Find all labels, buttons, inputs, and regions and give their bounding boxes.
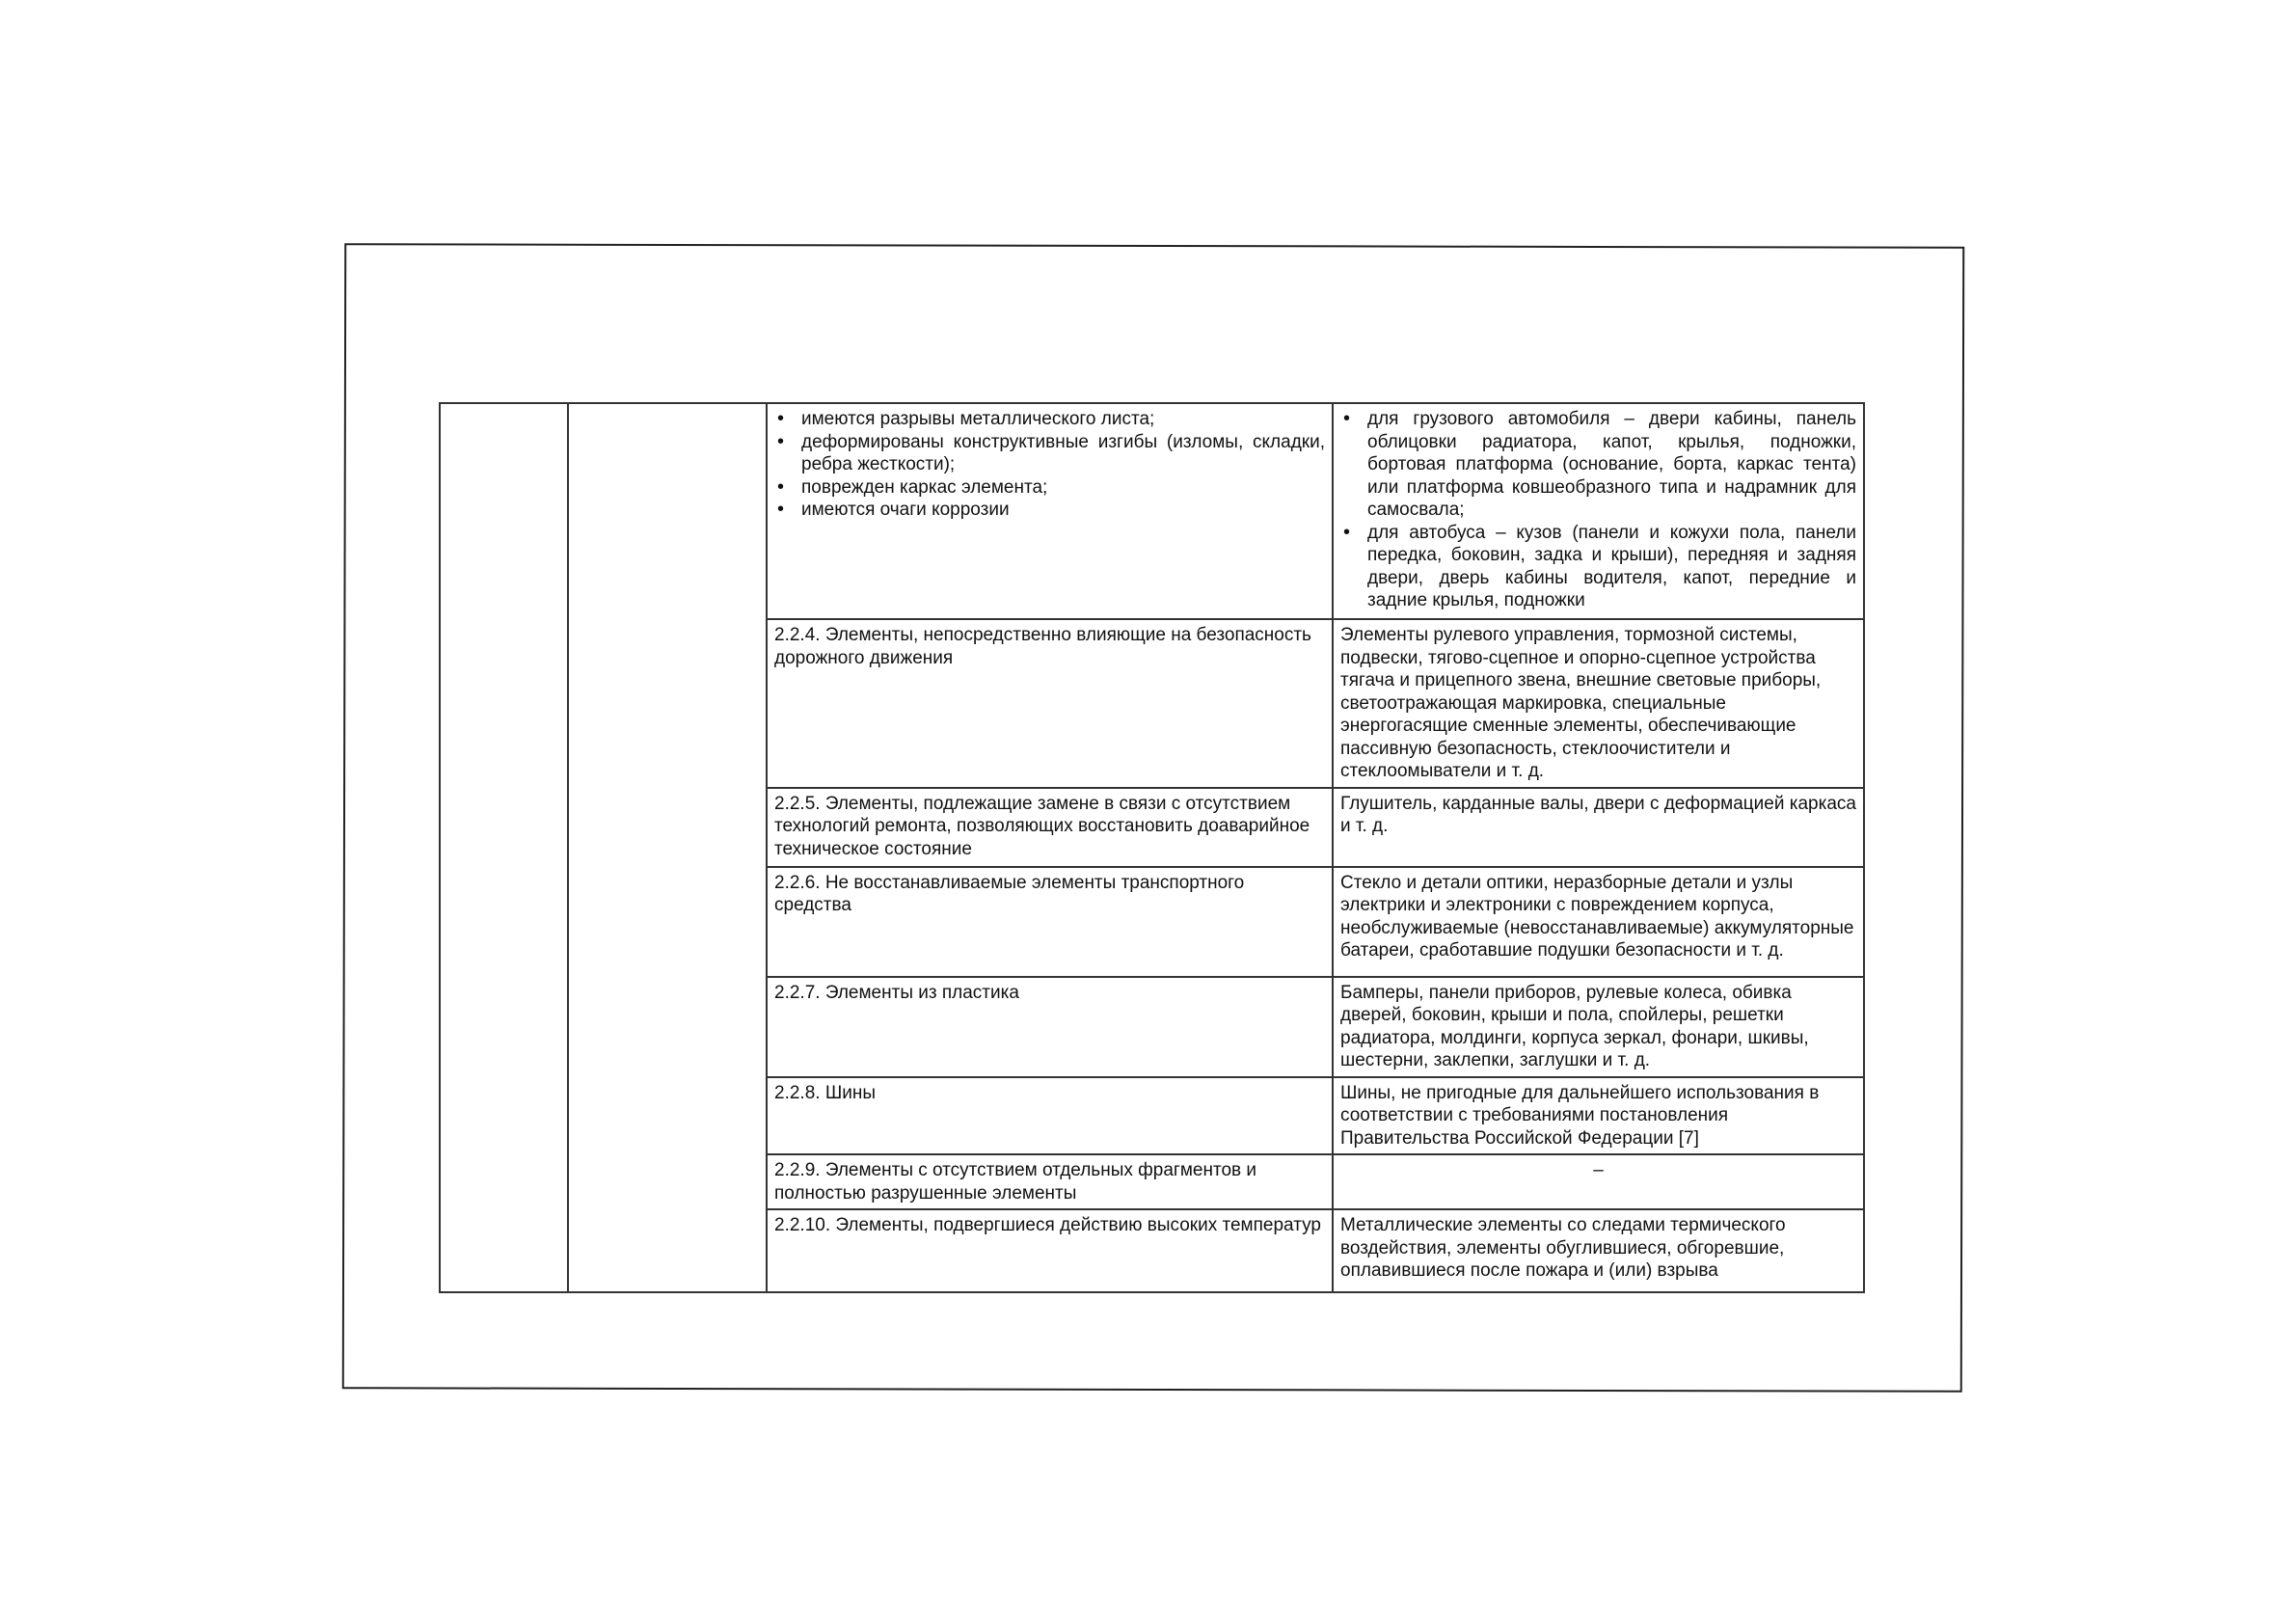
examples-cell (1333, 403, 1864, 619)
requirements-table (439, 402, 1865, 1293)
list-item: • имеются разрывы металлического листа; (801, 408, 1325, 431)
category-cell: 2.2.9. Элементы с отсутствием отдельных фрагментов и полностью разрушенные элементы (767, 1154, 1333, 1209)
list-item: • имеются очаги коррозии (801, 499, 1325, 522)
list-item: • поврежден каркас элемента; (801, 476, 1325, 500)
category-cell: 2.2.7. Элементы из пластика (767, 977, 1333, 1077)
examples-cell: Металлические элементы со следами термического воздействия, элементы обуглившиеся, обгоревшие, оплавившиеся после пожара и (или) взрыва (1333, 1209, 1864, 1292)
list-item: • для грузового автомобиля – двери кабины, панель облицовки радиатора, капот, крылья, подножки, бортовая платформа (основание, борта, каркас тента) или платформа ковшеобразного типа и надрамник для самосвала; (1367, 408, 1856, 522)
category-cell: 2.2.8. Шины (767, 1077, 1333, 1155)
list-item: • деформированы конструктивные изгибы (изломы, складки, ребра жесткости); (801, 431, 1325, 476)
category-cell: 2.2.5. Элементы, подлежащие замене в связи с отсутствием технологий ремонта, позволяющих восстановить доаварийное техническое состояние (767, 788, 1333, 867)
category-cell: 2.2.6. Не восстанавливаемые элементы транспортного средства (767, 867, 1333, 977)
empty-column-2 (568, 403, 767, 1292)
examples-cell: Элементы рулевого управления, тормозной системы, подвески, тягово-сцепное и опорно-сцепное устройства тягача и прицепного звена, внешние световые приборы, светоотражающая маркировка, специальные энергогасящие сменные элементы, обеспечивающие пассивную безопасность, стеклоочистители и стеклоомыватели и т. д. (1333, 619, 1864, 788)
damage-signs-list (774, 408, 1325, 522)
table-row (440, 403, 1864, 619)
list-item: • для автобуса – кузов (панели и кожухи пола, панели передка, боковин, задка и крыши), передняя и задняя двери, дверь кабины водителя, капот, передние и задние крылья, подножки (1367, 522, 1856, 612)
examples-cell: – (1333, 1154, 1864, 1209)
examples-cell: Бамперы, панели приборов, рулевые колеса, обивка дверей, боковин, крыши и пола, спойлеры, решетки радиатора, молдинги, корпуса зеркал, фонари, шкивы, шестерни, заклепки, заглушки и т. д. (1333, 977, 1864, 1077)
empty-column-1 (440, 403, 568, 1292)
category-cell: 2.2.10. Элементы, подвергшиеся действию высоких температур (767, 1209, 1333, 1292)
examples-list (1340, 408, 1856, 612)
examples-cell: Стекло и детали оптики, неразборные детали и узлы электрики и электроники с повреждением корпуса, необслуживаемые (невосстанавливаемые) аккумуляторные батареи, сработавшие подушки безопасности и т. д. (1333, 867, 1864, 977)
category-cell: 2.2.4. Элементы, непосредственно влияющие на безопасность дорожного движения (767, 619, 1333, 788)
examples-cell: Глушитель, карданные валы, двери с деформацией каркаса и т. д. (1333, 788, 1864, 867)
damage-signs-cell (767, 403, 1333, 619)
examples-cell: Шины, не пригодные для дальнейшего использования в соответствии с требованиями постановления Правительства Российской Федерации [7] (1333, 1077, 1864, 1155)
